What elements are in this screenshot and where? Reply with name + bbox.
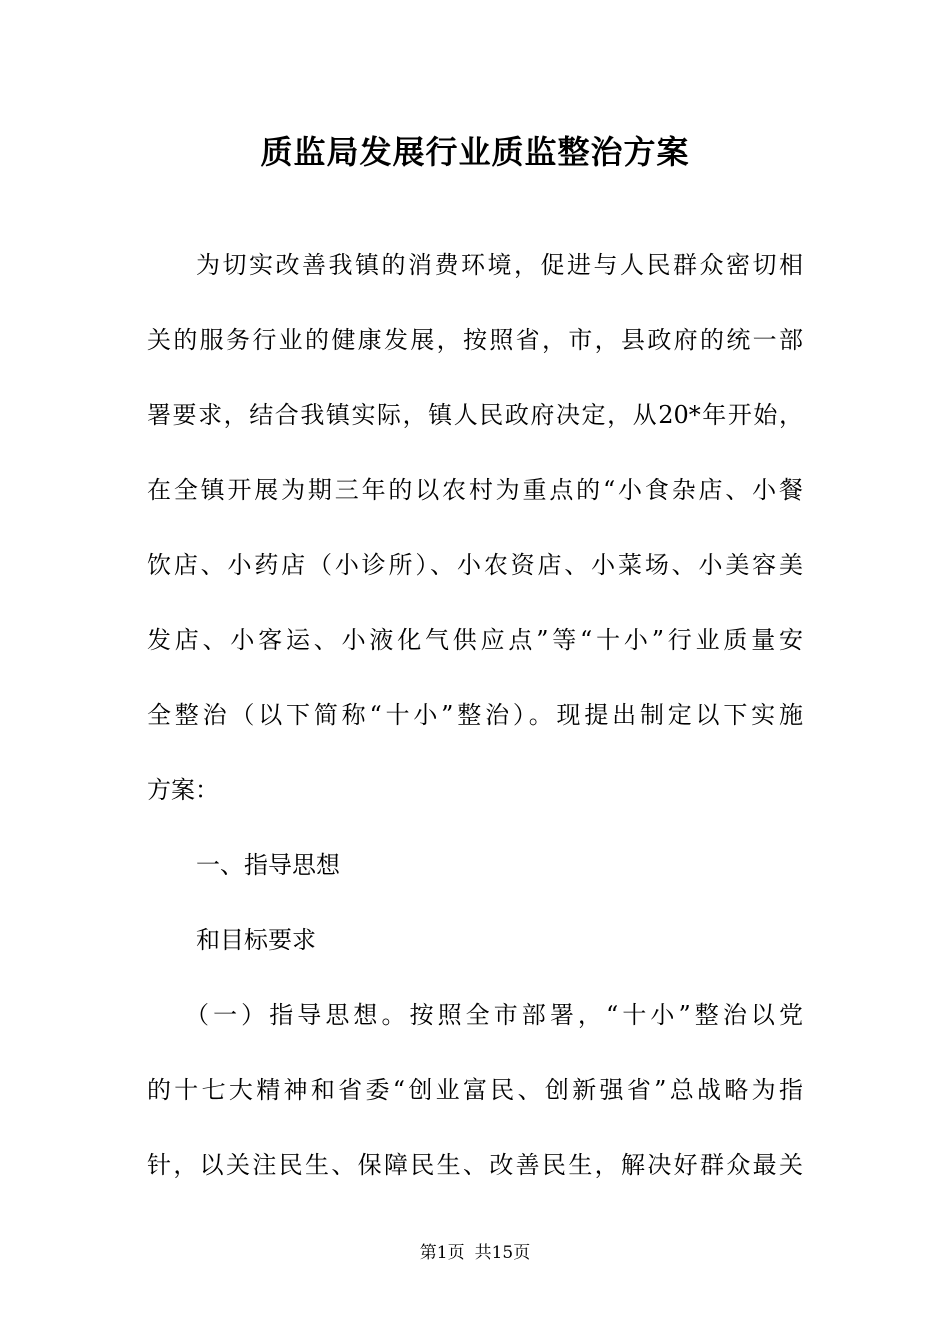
page-total: 共15页	[474, 1243, 531, 1263]
body-line-4: 在全镇开展为期三年的以农村为重点的“小食杂店、小餐	[147, 476, 803, 504]
section-heading-1-cont: 和目标要求	[196, 926, 316, 954]
body-line-13: 针，以关注民生、保障民生、改善民生，解决好群众最关	[147, 1151, 803, 1179]
body-line-2: 关的服务行业的健康发展，按照省，市，县政府的统一部	[147, 326, 803, 354]
section-heading-1: 一、指导思想	[196, 851, 340, 879]
page-number: 第1页	[419, 1243, 465, 1263]
body-line-5: 饮店、小药店（小诊所）、小农资店、小菜场、小美容美	[147, 551, 803, 579]
body-line-11: （一）指导思想。按照全市部署，“十小”整治以党	[185, 1001, 803, 1029]
document-title: 质监局发展行业质监整治方案	[260, 133, 690, 171]
body-line-12: 的十七大精神和省委“创业富民、创新强省”总战略为指	[147, 1076, 803, 1104]
body-line-1: 为切实改善我镇的消费环境，促进与人民群众密切相	[196, 251, 803, 279]
document-body	[147, 228, 803, 1203]
body-line-7: 全整治（以下简称“十小”整治）。现提出制定以下实施	[147, 701, 803, 729]
body-line-6: 发店、小客运、小液化气供应点”等“十小”行业质量安	[147, 626, 803, 654]
body-line-3: 署要求，结合我镇实际，镇人民政府决定，从20*年开始，	[147, 401, 803, 429]
body-line-8: 方案：	[147, 776, 219, 804]
page-footer	[0, 1240, 950, 1266]
